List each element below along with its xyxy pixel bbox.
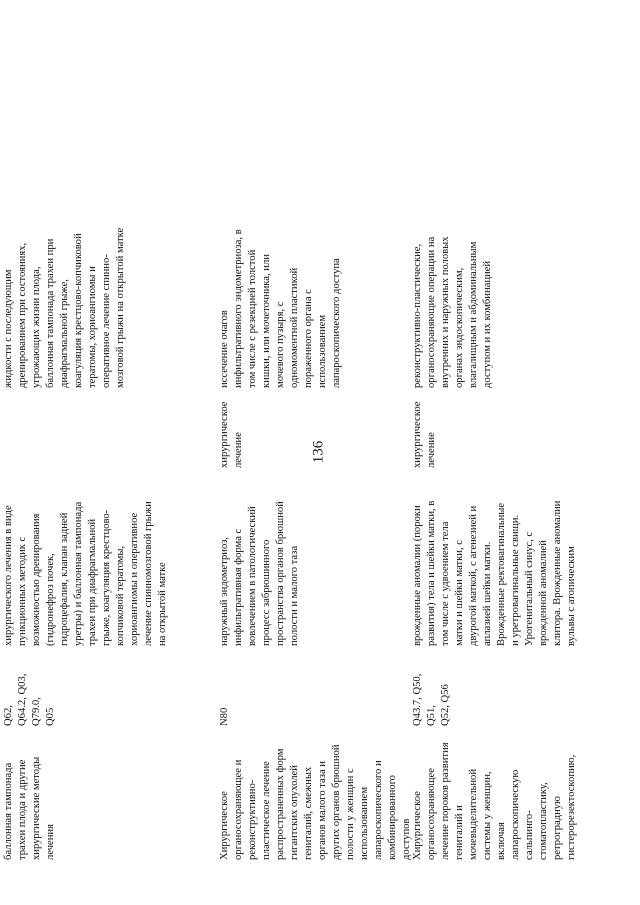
cell-icd-codes: Q62, Q64.2, Q03, Q79.0, Q05 (3, 673, 56, 726)
cell-treatment-type (0, 400, 2, 468)
cell-treatment-method: реконструктивно-пластические, органосохраняющие операции на внутренних и наружных половых органах эндоскопическим, влагалищным и абдоминальным доступом и их комбинацией (412, 236, 493, 388)
cell-treatment-type: хирургическое лечение (219, 401, 244, 468)
guideline-table (0, 160, 640, 860)
cell-treatment-method: иссечение очагов инфильтративного эндометриоза, в том числе с резекцией толстой кишки, или мочеточника, или мочевого пузыря, с одномоментной пластикой пораженного органа с использованием лапароскопического доступа (219, 229, 342, 388)
cell-patient-model: хирургического лечения в виде пункционных методик с возможностью дренирования (гидронефроз почек, гидроцефалия, клапан задней уретры) и баллонная тампонада трахеи при диафрагмальной грыже, коагуляция крестцово- копчиковой тератомы, хориоангиомы и оперативное лечение спинномозговой грыжи на открытой матке (3, 501, 168, 646)
cell-method-group: баллонная тампонада трахеи плода и другие хирургические методы лечения (3, 756, 56, 860)
cell-patient-model: врожденные аномалии (пороки развития) тела и шейки матки, в том числе с удвоением тела матки и шейки матки, с двурогой маткой, с агенезией и аплазией шейки матки. Врожденные ректовагинальные и уретровагинальные свищи. Урогенитальный синус, с врожденной аномалией клитора. Врожденные аномалии вульвы с атопическим (412, 500, 577, 646)
cell-icd-codes: N80 (219, 707, 230, 726)
cell-method-group: Хирургическое органосохраняющее лечение пороков развития гениталий и мочевыделительной системы у женщин, включая лапароскопическую сальпинго- стоматопластику, ретроградную гистерорезектоскопию, (412, 742, 577, 860)
cell-treatment-method: жидкости с последующим дренированием при состояниях, угрожающих жизни плода, баллонная тампонада трахеи при диафрагмальной грыже, коагуляция крестцово-копчиковой тератомы, хориоангиомы и оперативное лечение спинно- мозговой грыжи на открытой матке (3, 227, 126, 388)
cell-method-group: Хирургическое органосохраняющее и реконструктивно- пластическое лечение распространенных форм гигантских опухолей гениталий, смежных органов малого таза и других органов брюшной полости у женщин с использованием лапароскопического и комбинированного доступов (219, 744, 412, 860)
cell-treatment-type: хирургическое лечение (412, 401, 437, 468)
cell-icd-codes: Q43.7, Q50, Q51, Q52, Q56 (412, 673, 451, 726)
page-number: 136 (310, 440, 327, 464)
cell-patient-model: наружный эндометриоз, инфильтративная форма с вовлечением в патологический процесс забрюшинного пространства органов брюшной полости и малого таза (219, 501, 300, 646)
